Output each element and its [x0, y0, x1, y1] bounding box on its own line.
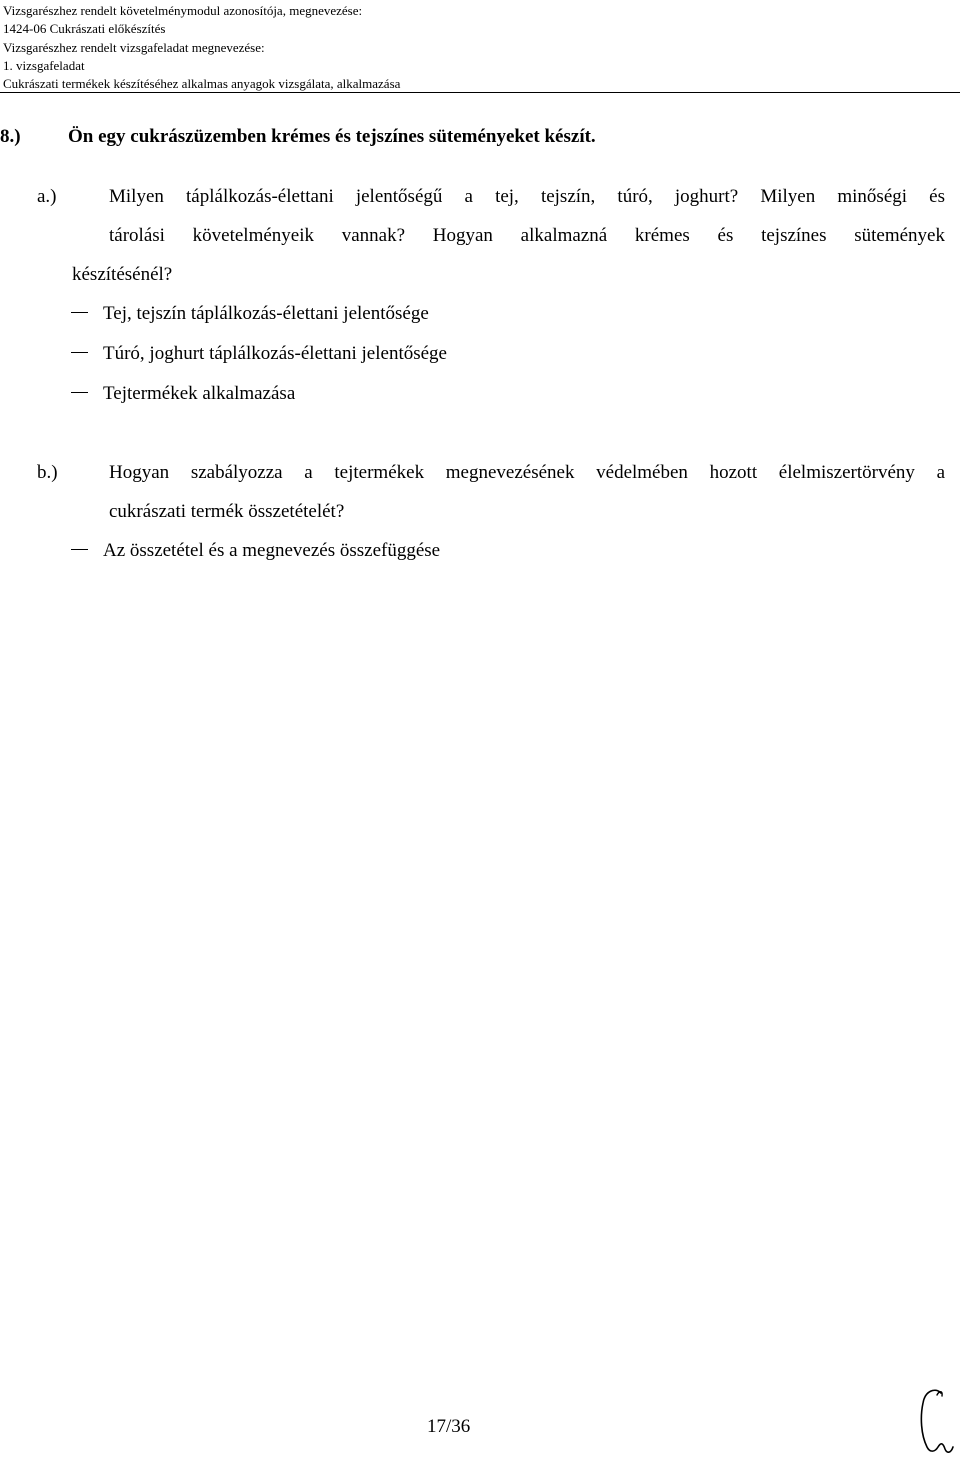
task-title-text: Ön egy cukrászüzemben krémes és tejszínes süteményeket készít. — [68, 126, 596, 147]
question-a-label: a.) — [37, 186, 57, 207]
list-item-text: Tej, tejszín táplálkozás-élettani jelentősége — [103, 303, 429, 324]
dash-bullet-icon — [71, 312, 88, 313]
task-number: 8.) — [0, 126, 21, 147]
dash-bullet-icon — [71, 392, 88, 393]
dash-bullet-icon — [71, 549, 88, 550]
question-b-line-2: cukrászati termék összetételét? — [109, 501, 345, 522]
list-item-text: Túró, joghurt táplálkozás-élettani jelentősége — [103, 343, 447, 364]
question-a-line-1: Milyen táplálkozás-élettani jelentőségű a tej, tejszín, túró, joghurt? Milyen minőségi és — [109, 186, 945, 207]
header-task-label: Vizsgarészhez rendelt vizsgafeladat megnevezése: — [3, 39, 265, 55]
question-a-line-3-wrap — [72, 255, 172, 294]
page-number: 17/36 — [427, 1416, 471, 1437]
question-a-line-2: tárolási követelményeik vannak? Hogyan alkalmazná krémes és tejszínes sütemények — [109, 225, 945, 246]
list-item — [71, 303, 429, 325]
list-item-text: Az összetétel és a megnevezés összefüggése — [103, 540, 441, 561]
header-module-label: Vizsgarészhez rendelt követelménymodul azonosítója, megnevezése: — [3, 3, 363, 18]
dash-bullet-icon — [71, 352, 88, 353]
list-item-text: Tejtermékek alkalmazása — [103, 383, 296, 404]
question-b — [37, 453, 945, 533]
header-module-name: 1424-06 Cukrászati előkészítés — [3, 21, 166, 37]
list-item — [71, 540, 441, 562]
header-task-number: 1. vizsgafeladat — [3, 57, 85, 73]
question-b-line-1: Hogyan szabályozza a tejtermékek megnevezésének védelmében hozott élelmiszertörvény a — [109, 462, 945, 483]
document-header — [3, 2, 943, 93]
handwritten-initial-mark — [915, 1385, 955, 1457]
question-b-label: b.) — [37, 462, 58, 483]
header-divider — [0, 92, 960, 93]
question-a-line-3: készítésénél? — [72, 264, 173, 285]
header-task-name: Cukrászati termékek készítéséhez alkalmas anyagok vizsgálata, alkalmazása — [3, 76, 401, 92]
list-item — [71, 383, 296, 405]
list-item — [71, 343, 447, 365]
